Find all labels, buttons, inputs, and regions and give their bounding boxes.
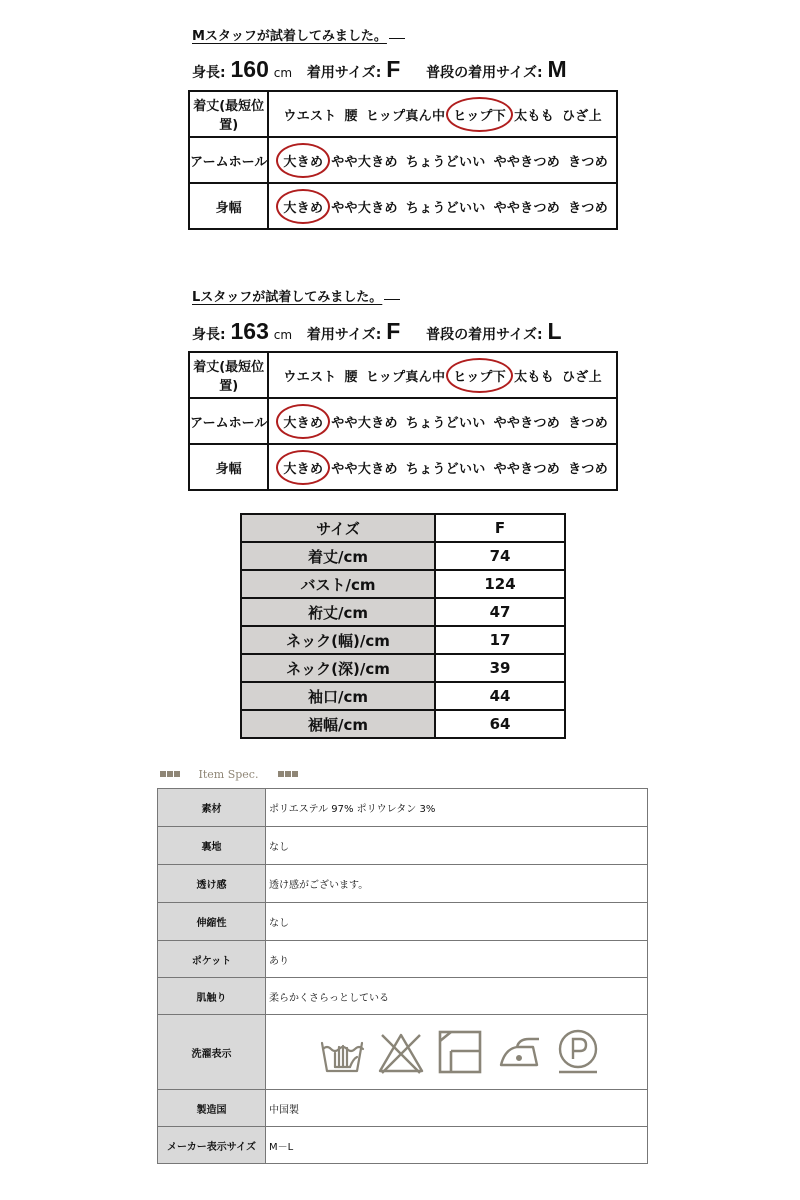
fit-option-selected: 大きめ [283, 458, 323, 477]
spec-value: なし [266, 827, 648, 865]
fit-option: やや大きめ [331, 154, 398, 170]
fit-option-selected: 大きめ [283, 151, 323, 170]
spec-key: 伸縮性 [158, 903, 266, 941]
fit-option: 腰 [344, 108, 358, 124]
fit-options [268, 352, 617, 398]
spec-value: あり [266, 941, 648, 978]
wear-size-label: 着用サイズ: [306, 65, 382, 81]
size-value: 124 [435, 570, 565, 598]
height-unit: cm [273, 66, 293, 80]
fit-row-armhole [189, 398, 617, 444]
size-key: ネック(深)/cm [241, 654, 435, 682]
size-row [241, 710, 565, 738]
size-row [241, 682, 565, 710]
size-row [241, 598, 565, 626]
fit-row-label: アームホール [189, 398, 268, 444]
spec-value: M－L [266, 1127, 648, 1164]
fit-option: ひざ上 [562, 369, 602, 385]
item-spec-title: Item Spec. [198, 768, 259, 781]
fit-options [268, 398, 617, 444]
fit-option: やや大きめ [331, 200, 398, 216]
height-value: 160 [230, 56, 269, 82]
fit-option: やや大きめ [331, 415, 398, 431]
selection-circle [276, 404, 330, 439]
usual-size-label: 普段の着用サイズ: [426, 327, 543, 343]
size-row [241, 654, 565, 682]
fit-row-length [189, 91, 617, 137]
wear-size-value: F [386, 318, 401, 344]
spec-row [158, 827, 648, 865]
spec-row [158, 903, 648, 941]
size-key: 裄丈/cm [241, 598, 435, 626]
spec-key: 洗濯表示 [158, 1015, 266, 1090]
size-value: 47 [435, 598, 565, 626]
usual-size-value: L [547, 318, 562, 344]
no-bleach-icon [377, 1029, 425, 1075]
item-spec-heading [160, 768, 299, 781]
fit-row-length [189, 352, 617, 398]
fit-option: ウエスト [283, 369, 337, 385]
spec-value: 柔らかくさらっとしている [266, 978, 648, 1015]
spec-value: ポリエステル 97% ポリウレタン 3% [266, 789, 648, 827]
fit-option: きつめ [568, 154, 608, 170]
spec-row [158, 941, 648, 978]
fit-options [268, 137, 617, 183]
height-unit: cm [273, 328, 293, 342]
staff-m-fit-table [188, 90, 618, 230]
size-table-header [241, 514, 565, 542]
fit-option: ややきつめ [493, 154, 561, 170]
size-row [241, 542, 565, 570]
staff-l-title: Lスタッフが試着してみました。 [192, 286, 400, 305]
spec-row [158, 1090, 648, 1127]
size-key: バスト/cm [241, 570, 435, 598]
spec-key: 裏地 [158, 827, 266, 865]
fit-option: ちょうどいい [405, 200, 486, 216]
fit-option: きつめ [568, 200, 608, 216]
fit-option: 腰 [344, 369, 358, 385]
spec-value: なし [266, 903, 648, 941]
size-value: 74 [435, 542, 565, 570]
fit-option: ヒップ真ん中 [365, 108, 446, 124]
spec-key: メーカー表示サイズ [158, 1127, 266, 1164]
staff-m-title: Mスタッフが試着してみました。 [192, 25, 405, 44]
fit-option: きつめ [568, 415, 608, 431]
size-row [241, 626, 565, 654]
fit-option-selected: ヒップ下 [453, 366, 506, 385]
wear-size-value: F [386, 56, 401, 82]
size-row [241, 570, 565, 598]
size-value: 39 [435, 654, 565, 682]
fit-option: ウエスト [283, 108, 337, 124]
fit-options [268, 91, 617, 137]
size-table [240, 513, 566, 739]
fit-option: やや大きめ [331, 461, 398, 477]
size-value: 64 [435, 710, 565, 738]
selection-circle [276, 143, 330, 178]
fit-row-label: 身幅 [189, 444, 268, 490]
fit-option: ちょうどいい [405, 461, 486, 477]
care-symbols [266, 1015, 648, 1090]
usual-size-label: 普段の着用サイズ: [426, 65, 543, 81]
staff-m-measurements [192, 56, 567, 83]
spec-row [158, 865, 648, 903]
spec-value: 中国製 [266, 1090, 648, 1127]
selection-circle [276, 450, 330, 485]
wear-size-label: 着用サイズ: [306, 327, 382, 343]
spec-row [158, 978, 648, 1015]
staff-l-fit-table [188, 351, 618, 491]
size-key: ネック(幅)/cm [241, 626, 435, 654]
fit-option: 太もも [514, 369, 554, 385]
size-value: 44 [435, 682, 565, 710]
size-header-value: F [435, 514, 565, 542]
height-label: 身長: [192, 327, 226, 343]
size-key: 着丈/cm [241, 542, 435, 570]
staff-l-measurements [192, 318, 562, 345]
item-spec-table [157, 788, 648, 1164]
size-key: 袖口/cm [241, 682, 435, 710]
selection-circle [276, 189, 330, 224]
fit-row-width [189, 444, 617, 490]
fit-options [268, 444, 617, 490]
size-value: 17 [435, 626, 565, 654]
size-header-key: サイズ [241, 514, 435, 542]
iron-low-icon [495, 1029, 543, 1075]
fit-option: ややきつめ [493, 200, 561, 216]
spec-row [158, 789, 648, 827]
height-label: 身長: [192, 65, 226, 81]
selection-circle [446, 97, 513, 132]
spec-value: 透け感がございます。 [266, 865, 648, 903]
height-value: 163 [230, 318, 269, 344]
fit-row-label: 身幅 [189, 183, 268, 229]
fit-option: ややきつめ [493, 415, 561, 431]
dry-clean-p-icon [555, 1028, 601, 1076]
fit-row-label: アームホール [189, 137, 268, 183]
spec-key: ポケット [158, 941, 266, 978]
fit-option: ひざ上 [562, 108, 602, 124]
fit-row-armhole [189, 137, 617, 183]
fit-row-width [189, 183, 617, 229]
selection-circle [446, 358, 513, 393]
fit-option-selected: ヒップ下 [453, 105, 506, 124]
spec-key: 透け感 [158, 865, 266, 903]
fit-option: ややきつめ [493, 461, 561, 477]
usual-size-value: M [547, 56, 567, 82]
hand-wash-icon [319, 1029, 365, 1075]
fit-option: ヒップ真ん中 [365, 369, 446, 385]
spec-key: 肌触り [158, 978, 266, 1015]
spec-key: 製造国 [158, 1090, 266, 1127]
fit-row-label: 着丈(最短位置) [189, 352, 268, 398]
fit-option-selected: 大きめ [283, 412, 323, 431]
spec-key: 素材 [158, 789, 266, 827]
spec-row [158, 1127, 648, 1164]
fit-option-selected: 大きめ [283, 197, 323, 216]
fit-option: 太もも [514, 108, 554, 124]
fit-option: きつめ [568, 461, 608, 477]
spec-row-care [158, 1015, 648, 1090]
fit-options [268, 183, 617, 229]
fit-row-label: 着丈(最短位置) [189, 91, 268, 137]
line-dry-shade-icon [437, 1029, 483, 1075]
fit-option: ちょうどいい [405, 154, 486, 170]
fit-option: ちょうどいい [405, 415, 486, 431]
size-key: 裾幅/cm [241, 710, 435, 738]
